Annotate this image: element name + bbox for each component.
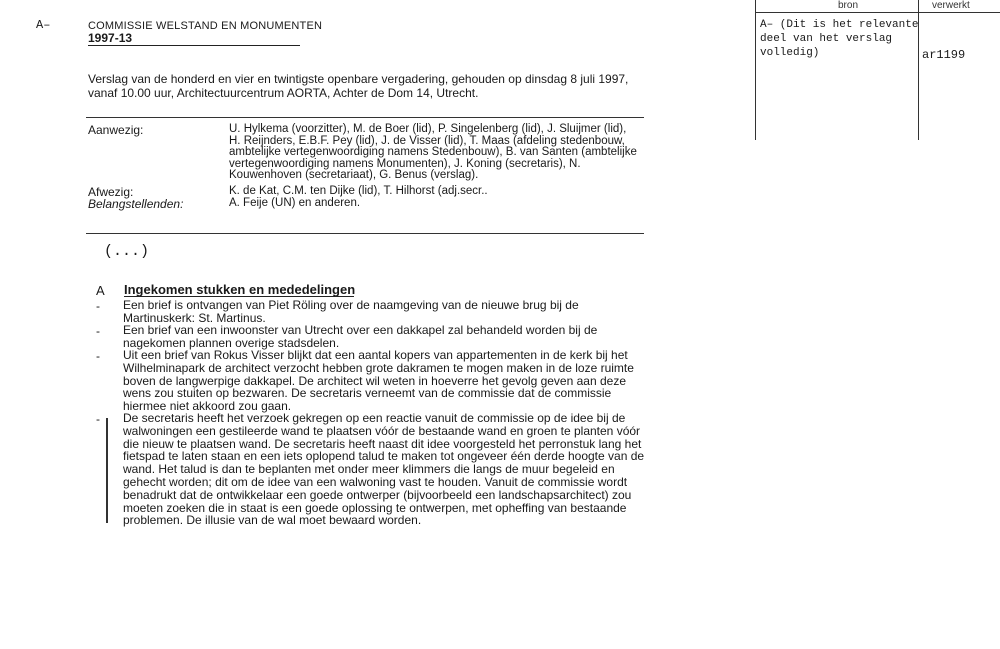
column-header-verwerkt: verwerkt bbox=[932, 0, 970, 11]
table-header-rule bbox=[755, 12, 1000, 13]
stakeholders-label: Belangstellenden: bbox=[88, 197, 184, 211]
table-left-rule bbox=[755, 0, 756, 140]
title-underline bbox=[88, 45, 300, 46]
section-title: Ingekomen stukken en mededelingen bbox=[124, 282, 356, 297]
meeting-intro: Verslag van de honderd en vier en twintigste openbare vergadering, gehouden op dinsdag 8 juli 1997, vanaf 10.00 uur, Architectuurcentrum AORTA, Achter de Dom 14, Utrecht. bbox=[88, 72, 629, 100]
absent-text: K. de Kat, C.M. ten Dijke (lid), T. Hilhorst (adj.secr.. bbox=[229, 185, 488, 197]
divider-top bbox=[86, 117, 644, 118]
list-bullet: - bbox=[96, 349, 100, 363]
list-bullet: - bbox=[96, 324, 100, 338]
organization-title: COMMISSIE WELSTAND EN MONUMENTEN bbox=[88, 20, 323, 32]
bron-note: A– (Dit is het relevante deel van het verslag volledig) bbox=[760, 19, 919, 59]
omission-marker: (...) bbox=[104, 243, 150, 260]
margin-mark: A– bbox=[36, 18, 51, 32]
document-number: 1997-13 bbox=[88, 31, 133, 45]
section-letter: A bbox=[96, 283, 105, 298]
stakeholders-text: A. Feije (UN) en anderen. bbox=[229, 197, 361, 209]
list-item: Uit een brief van Rokus Visser blijkt dat een aantal kopers van appartementen in de kerk bij het Wilhelminapark de architect verzocht hebben grote dakramen te mogen maken in de loze ruimte boven de langwerpige dakkapel. De architect wil weten in hoeverre het gevolg geven aan deze wens zou stuiten op bezwaren. De secretaris verneemt van de commissie dat de commissie hiermee niet akkoord zou gaan. bbox=[123, 348, 634, 414]
verwerkt-code: ar1199 bbox=[922, 48, 966, 62]
present-label: Aanwezig: bbox=[88, 123, 144, 137]
divider-bottom bbox=[86, 233, 644, 234]
section-title-underline bbox=[124, 296, 354, 297]
list-item: Een brief van een inwoonster van Utrecht over een dakkapel zal behandeld worden bij de nagekomen plannen overige stadsdelen. bbox=[123, 323, 598, 350]
list-item: De secretaris heeft het verzoek gekregen op een reactie vanuit de commissie op de idee bij de walwoningen een gestileerde wand te plaatsen vóór de bestaande wand en groen te planten vóór die nieuw te plaatsen wand. De secretaris heeft naast dit idee voorgesteld het perronstuk lang het fietspad te laten staan en een iets oplopend talud te maken tot ongeveer één derde hoogte van de wand. Het talud is dan te beplanten met onder meer klimmers die langs de muur begeleid en gehecht worden; dit om de idee van een walwoning vast te houden. Vanuit de commissie wordt benadrukt dat de ontwikkelaar een goede ontwerper (bijvoorbeeld een landschapsarchitect) zou moeten zoeken die in staat is een goede oplossing te ontwerpen, met opheffing van bestaande problemen. De illusie van de wal moet bewaard worden. bbox=[123, 411, 645, 528]
source-table bbox=[755, 0, 1000, 140]
margin-bar bbox=[106, 418, 108, 523]
list-item: Een brief is ontvangen van Piet Röling over de naamgeving van de nieuwe brug bij de Martinuskerk: St. Martinus. bbox=[123, 298, 579, 325]
list-bullet: - bbox=[96, 299, 100, 313]
list-bullet: - bbox=[96, 412, 100, 426]
absent-label: Afwezig: bbox=[88, 185, 134, 199]
present-text: U. Hylkema (voorzitter), M. de Boer (lid), P. Singelenberg (lid), J. Sluijmer (lid), H. Reijnders, E.B.F. Pey (lid), J. de Visser (lid), T. Maas (afdeling stedenbouw, ambtelijke vertegenwoordiging namens Stedenbouw), B. van Santen (ambtelijke vertegenwoordiging namens Monumenten), J. Koning (secretaris), N. Kouwenhoven (secretariaat), G. Benus (verslag). bbox=[229, 123, 637, 181]
column-header-bron: bron bbox=[838, 0, 859, 11]
